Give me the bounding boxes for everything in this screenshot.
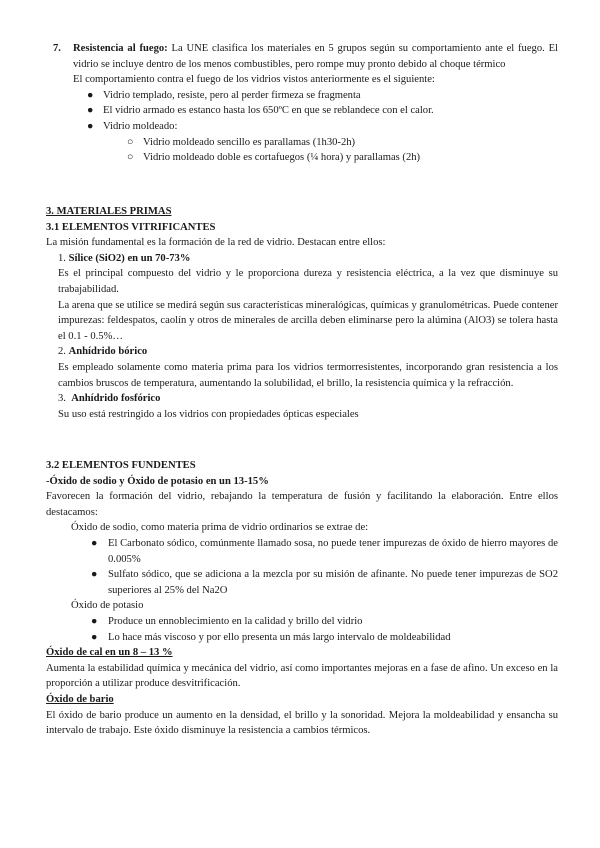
cal-text: Aumenta la estabilidad química y mecánica del vidrio, así como importantes mejoras en a fase de afino. Un exceso en la proporción a utilizar produce desvitrificación. xyxy=(46,662,558,690)
list-item: ● Sulfato sódico, que se adiciona a la mezcla por su misión de afinante. No puede tener impurezas de SO2 superiores al 25% del Na2O xyxy=(91,569,558,596)
bullet-icon: ● xyxy=(87,120,94,132)
potasio-label: Óxido de potasio xyxy=(71,600,144,612)
bario-text: El óxido de bario produce un aumento en la densidad, el brillo y la sonoridad. Mejora la moldeabilidad y ensancha su intervalo de trabajo. Este óxido disminuye la resistencia a cambios térmicos. xyxy=(46,709,558,737)
circle-bullet-icon: ○ xyxy=(127,136,134,148)
section-7-behavior-intro: El comportamiento contra el fuego de los vidrios vistos anteriormente es el siguiente: xyxy=(73,74,435,86)
list-item: ● Vidrio moldeado: xyxy=(53,119,558,135)
item-1-paragraph-1: Es el principal compuesto del vidrio y le proporciona dureza y resistencia eléctrica, a la vez que disminuye su trabajabilidad. xyxy=(58,268,558,295)
bullet-icon: ● xyxy=(91,615,98,627)
section-7-number: 7. xyxy=(53,43,61,54)
section-7-fire-resistance xyxy=(53,41,558,166)
section-7-intro xyxy=(73,41,558,72)
item-2-title: 2. Anhídrido bórico xyxy=(58,346,148,358)
bario-heading: Óxido de bario xyxy=(46,693,114,705)
cal-heading: Óxido de cal en un 8 – 13 % xyxy=(46,647,173,659)
section-3-raw-materials xyxy=(46,204,558,422)
list-item: ● Produce un ennoblecimiento en la calidad y brillo del vidrio xyxy=(46,614,558,630)
section-3-1-heading: 3.1 ELEMENTOS VITRIFICANTES xyxy=(46,221,216,233)
item-1-paragraph-2: La arena que se utilice se medirá según sus características mineralógicas, químicas y granulométricas. Puede contener impurezas: feldespatos, caolín y otros de minerales de arcilla deben eliminarse pero la alúmina (AlO3) se tolera hasta el 0.1 - 0.5%… xyxy=(58,299,558,342)
section-3-2-heading: 3.2 ELEMENTOS FUNDENTES xyxy=(46,460,196,471)
item-3-title: 3. Anhídrido fosfórico xyxy=(58,393,161,405)
section-3-2-fluxes xyxy=(46,458,558,739)
section-7-title: Resistencia al fuego: xyxy=(73,43,168,54)
sub-list-item: ○ Vidrio moldeado doble es cortafuegos (¼ hora) y parallamas (2h) xyxy=(53,150,558,166)
list-item: ● Lo hace más viscoso y por ello presenta un más largo intervalo de moldeabilidad xyxy=(46,630,558,646)
sodio-intro: Óxido de sodio, como materia prima de vidrio ordinarios se extrae de: xyxy=(71,522,369,534)
section-3-heading: 3. MATERIALES PRIMAS xyxy=(46,206,172,217)
item-3-text: Su uso está restringido a los vidrios con propiedades ópticas especiales xyxy=(58,408,359,420)
bullet-icon: ● xyxy=(91,537,98,549)
bullet-icon: ● xyxy=(91,569,98,581)
section-7-intro-text: La UNE clasifica los materiales en 5 grupos según su comportamiento ante el fuego. El vidrio se incluye dentro de los menos combustibles, pero rompe muy pronto debido al choque térmico xyxy=(73,43,558,70)
circle-bullet-icon: ○ xyxy=(127,152,134,164)
section-3-2-subheading: -Óxido de sodio y Óxido de potasio en un 13-15% xyxy=(46,475,269,487)
item-2-text: Es empleado solamente como materia prima para los vidrios termorresistentes, incorporando gran resistencia a los cambios bruscos de temperatura, aumentando la solubilidad, el brillo, la resistencia química y la refracción. xyxy=(58,361,558,389)
section-3-1-intro: La misión fundamental es la formación de la red de vidrio. Destacan entre ellos: xyxy=(46,237,386,249)
sub-list-item: ○ Vidrio moldeado sencillo es parallamas (1h30-2h) xyxy=(53,135,558,151)
bullet-icon: ● xyxy=(91,631,98,643)
bullet-icon: ● xyxy=(87,105,94,117)
list-item: ● El Carbonato sódico, comúnmente llamado sosa, no puede tener impurezas de óxido de hierro mayores de 0.005% xyxy=(91,537,558,565)
section-3-2-intro: Favorecen la formación del vidrio, rebajando la temperatura de fusión y facilitando la elaboración. Entre ellos destacamos: xyxy=(46,491,558,518)
list-item: ● El vidrio armado es estanco hasta los 650ºC en que se reblandece con el calor. xyxy=(53,103,558,119)
bullet-icon: ● xyxy=(87,89,94,101)
list-item: ● Vidrio templado, resiste, pero al perder firmeza se fragmenta xyxy=(53,88,558,104)
item-1-title: 1. Sílice (SiO2) en un 70-73% xyxy=(58,252,191,264)
